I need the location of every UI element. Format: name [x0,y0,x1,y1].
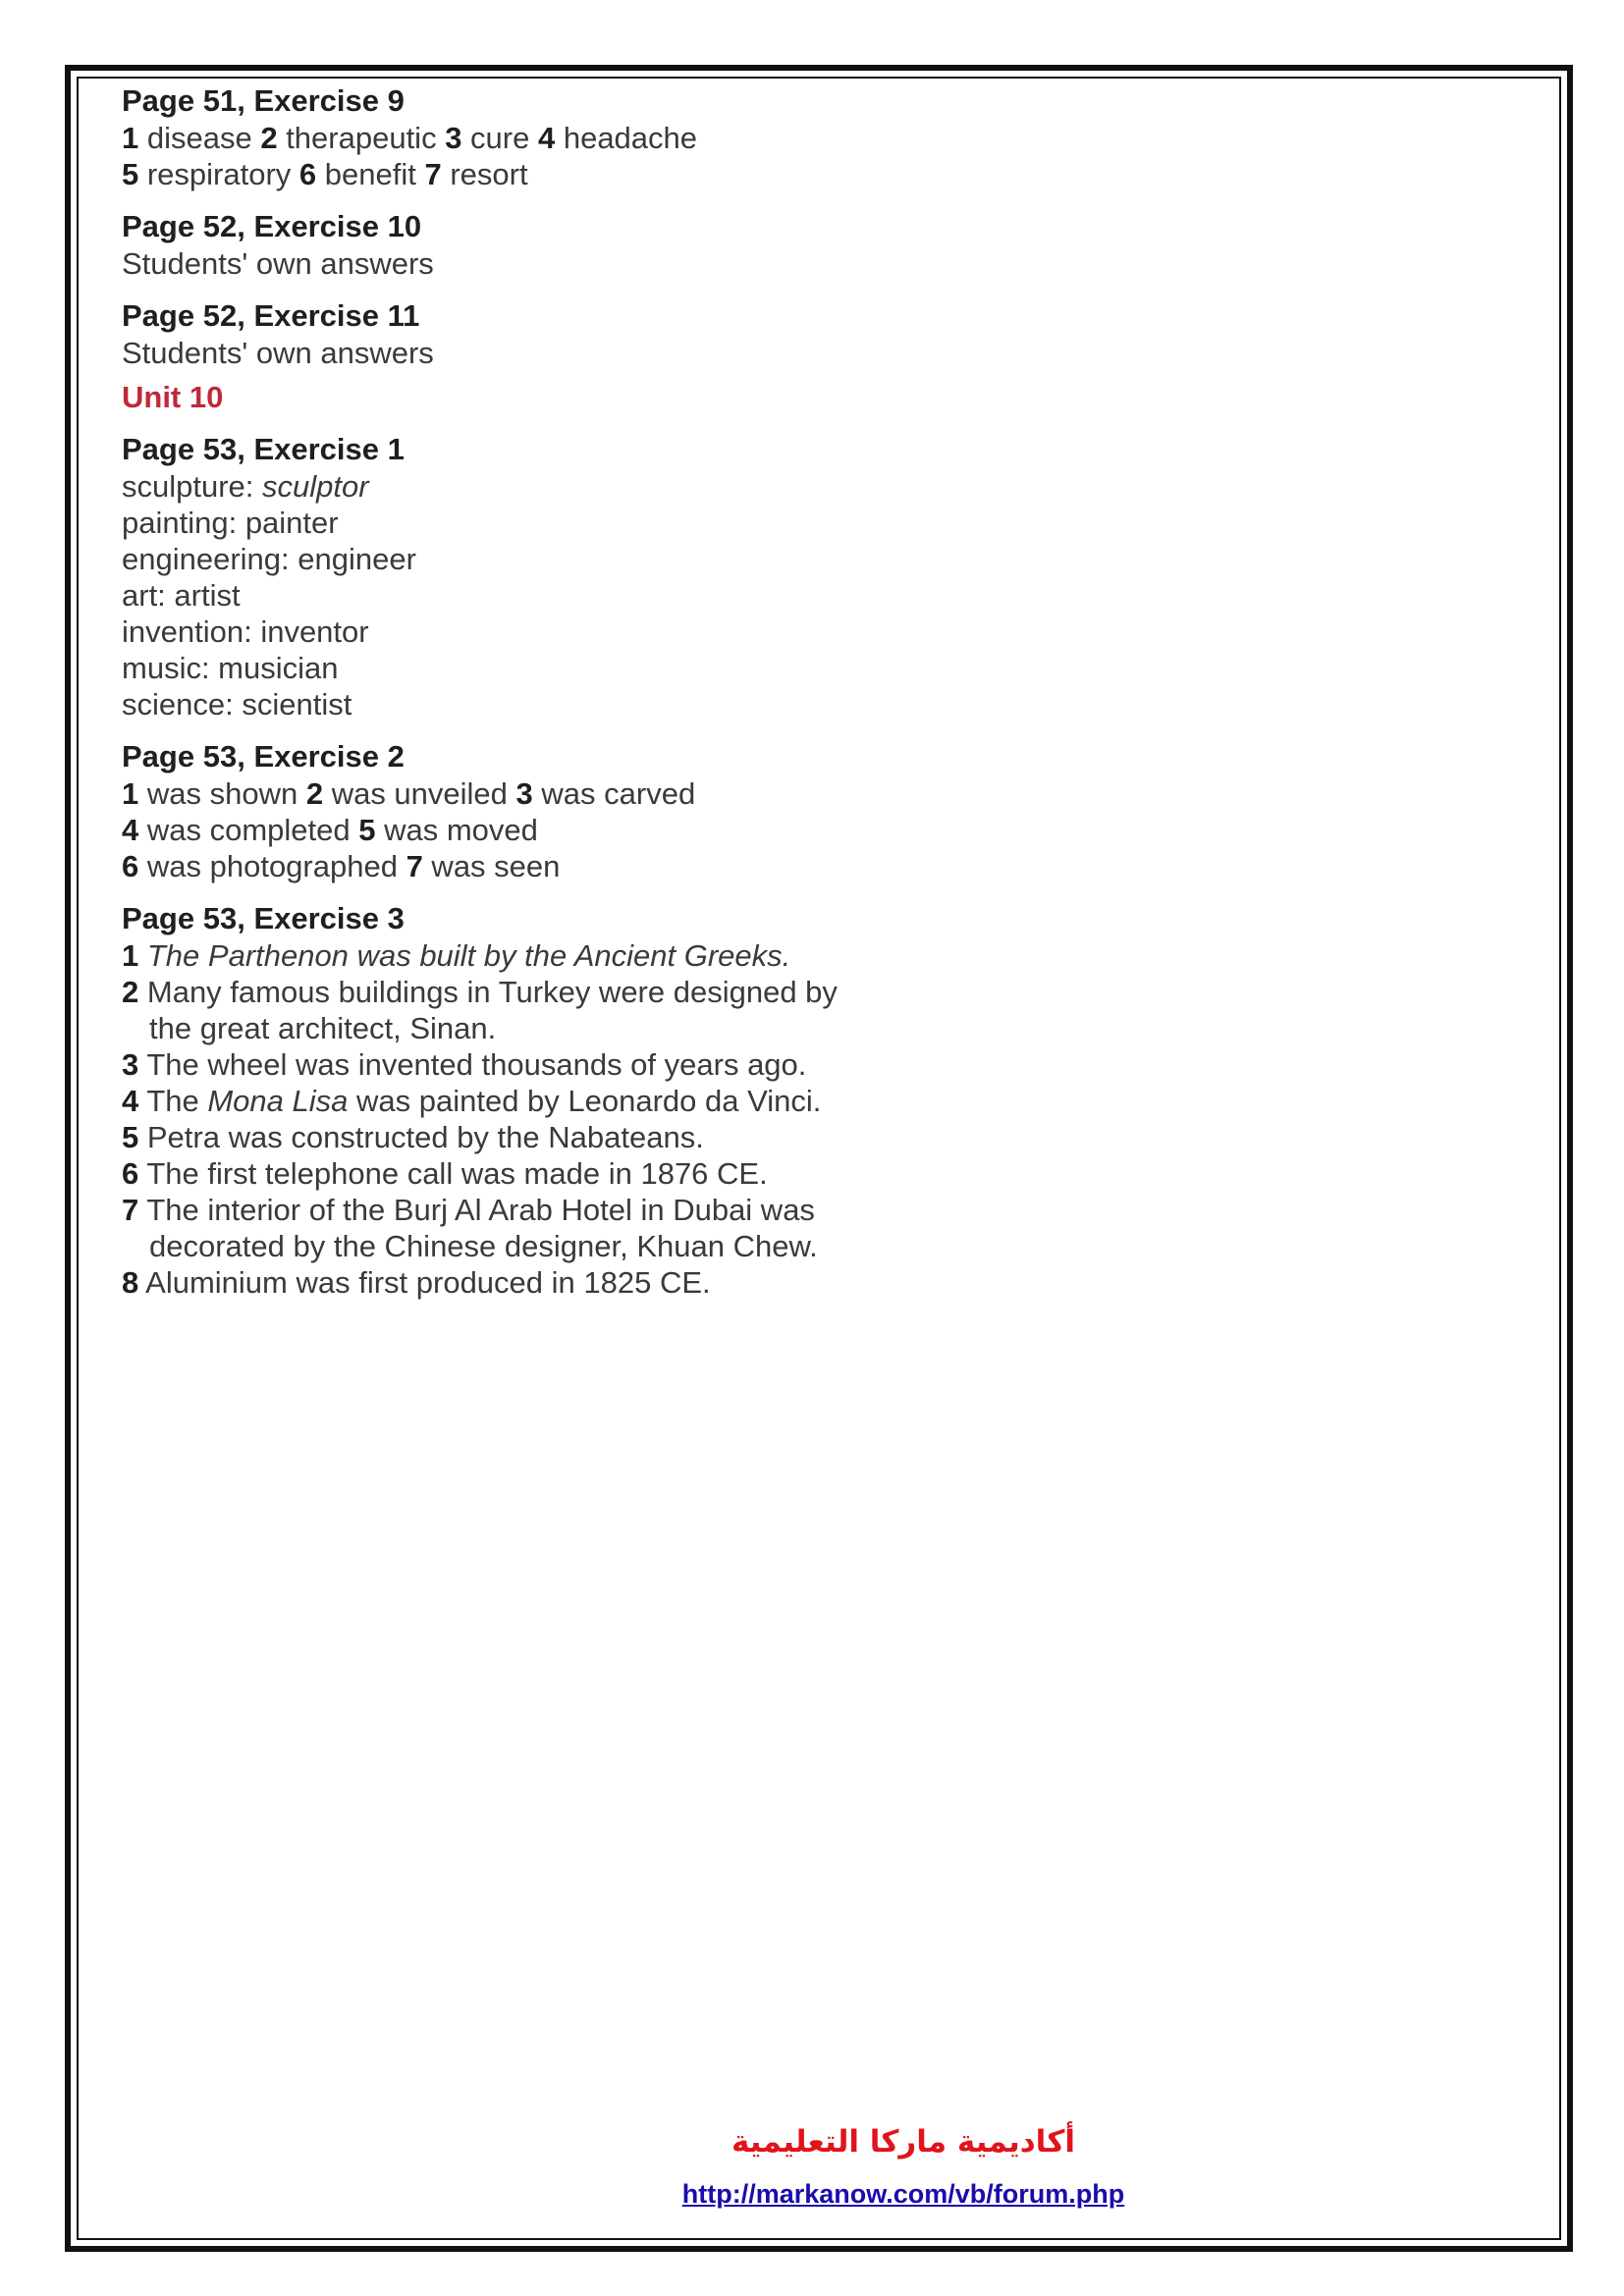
answer-item: 7 The interior of the Burj Al Arab Hotel in Dubai was decorated by the Chinese designer, Khuan Chew. [122,1193,818,1263]
footer-arabic-title: أكاديمية ماركا التعليمية [731,2124,1075,2160]
answer-item: 2 Many famous buildings in Turkey were designed by the great architect, Sinan. [122,975,838,1045]
exercise-block [122,431,1005,722]
answer-line: sculpture: sculptor [122,469,369,504]
answer-item: 3 The wheel was invented thousands of years ago. [122,1047,807,1082]
answer-line: art: artist [122,578,241,613]
exercise-block [122,208,1005,282]
answer-line: invention: inventor [122,614,369,649]
exercise-block [122,900,868,1301]
exercise-heading: Page 53, Exercise 1 [122,432,405,466]
exercise-heading: Page 53, Exercise 3 [122,901,405,935]
answer-item: 5 Petra was constructed by the Nabateans. [122,1120,704,1154]
answer-line: painting: painter [122,506,339,540]
answer-line: 4 was completed 5 was moved [122,813,538,847]
answer-line: 1 disease 2 therapeutic 3 cure 4 headache [122,121,698,155]
exercise-block [122,297,1005,371]
answer-line: 1 was shown 2 was unveiled 3 was carved [122,776,696,811]
exercise-block [122,82,1005,192]
footer-link[interactable]: http://markanow.com/vb/forum.php [681,2179,1125,2209]
answer-item: 1 The Parthenon was built by the Ancient Greeks. [122,938,791,973]
answer-line: 6 was photographed 7 was seen [122,849,561,883]
answer-line: 5 respiratory 6 benefit 7 resort [122,157,528,191]
answer-item: 4 The Mona Lisa was painted by Leonardo da Vinci. [122,1084,822,1118]
answer-key [122,82,1005,1316]
answer-text: Students' own answers [122,336,434,370]
answer-line: music: musician [122,651,339,685]
answer-item: 8 Aluminium was first produced in 1825 CE. [122,1265,711,1300]
answer-text: Students' own answers [122,246,434,281]
answer-line: engineering: engineer [122,542,416,576]
unit-title: Unit 10 [122,380,224,414]
exercise-heading: Page 51, Exercise 9 [122,83,405,118]
exercise-block [122,738,1005,884]
answer-line: science: scientist [122,687,352,721]
answer-item: 6 The first telephone call was made in 1876 CE. [122,1156,768,1191]
exercise-heading: Page 52, Exercise 11 [122,298,420,333]
exercise-heading: Page 52, Exercise 10 [122,209,422,243]
exercise-heading: Page 53, Exercise 2 [122,739,405,774]
